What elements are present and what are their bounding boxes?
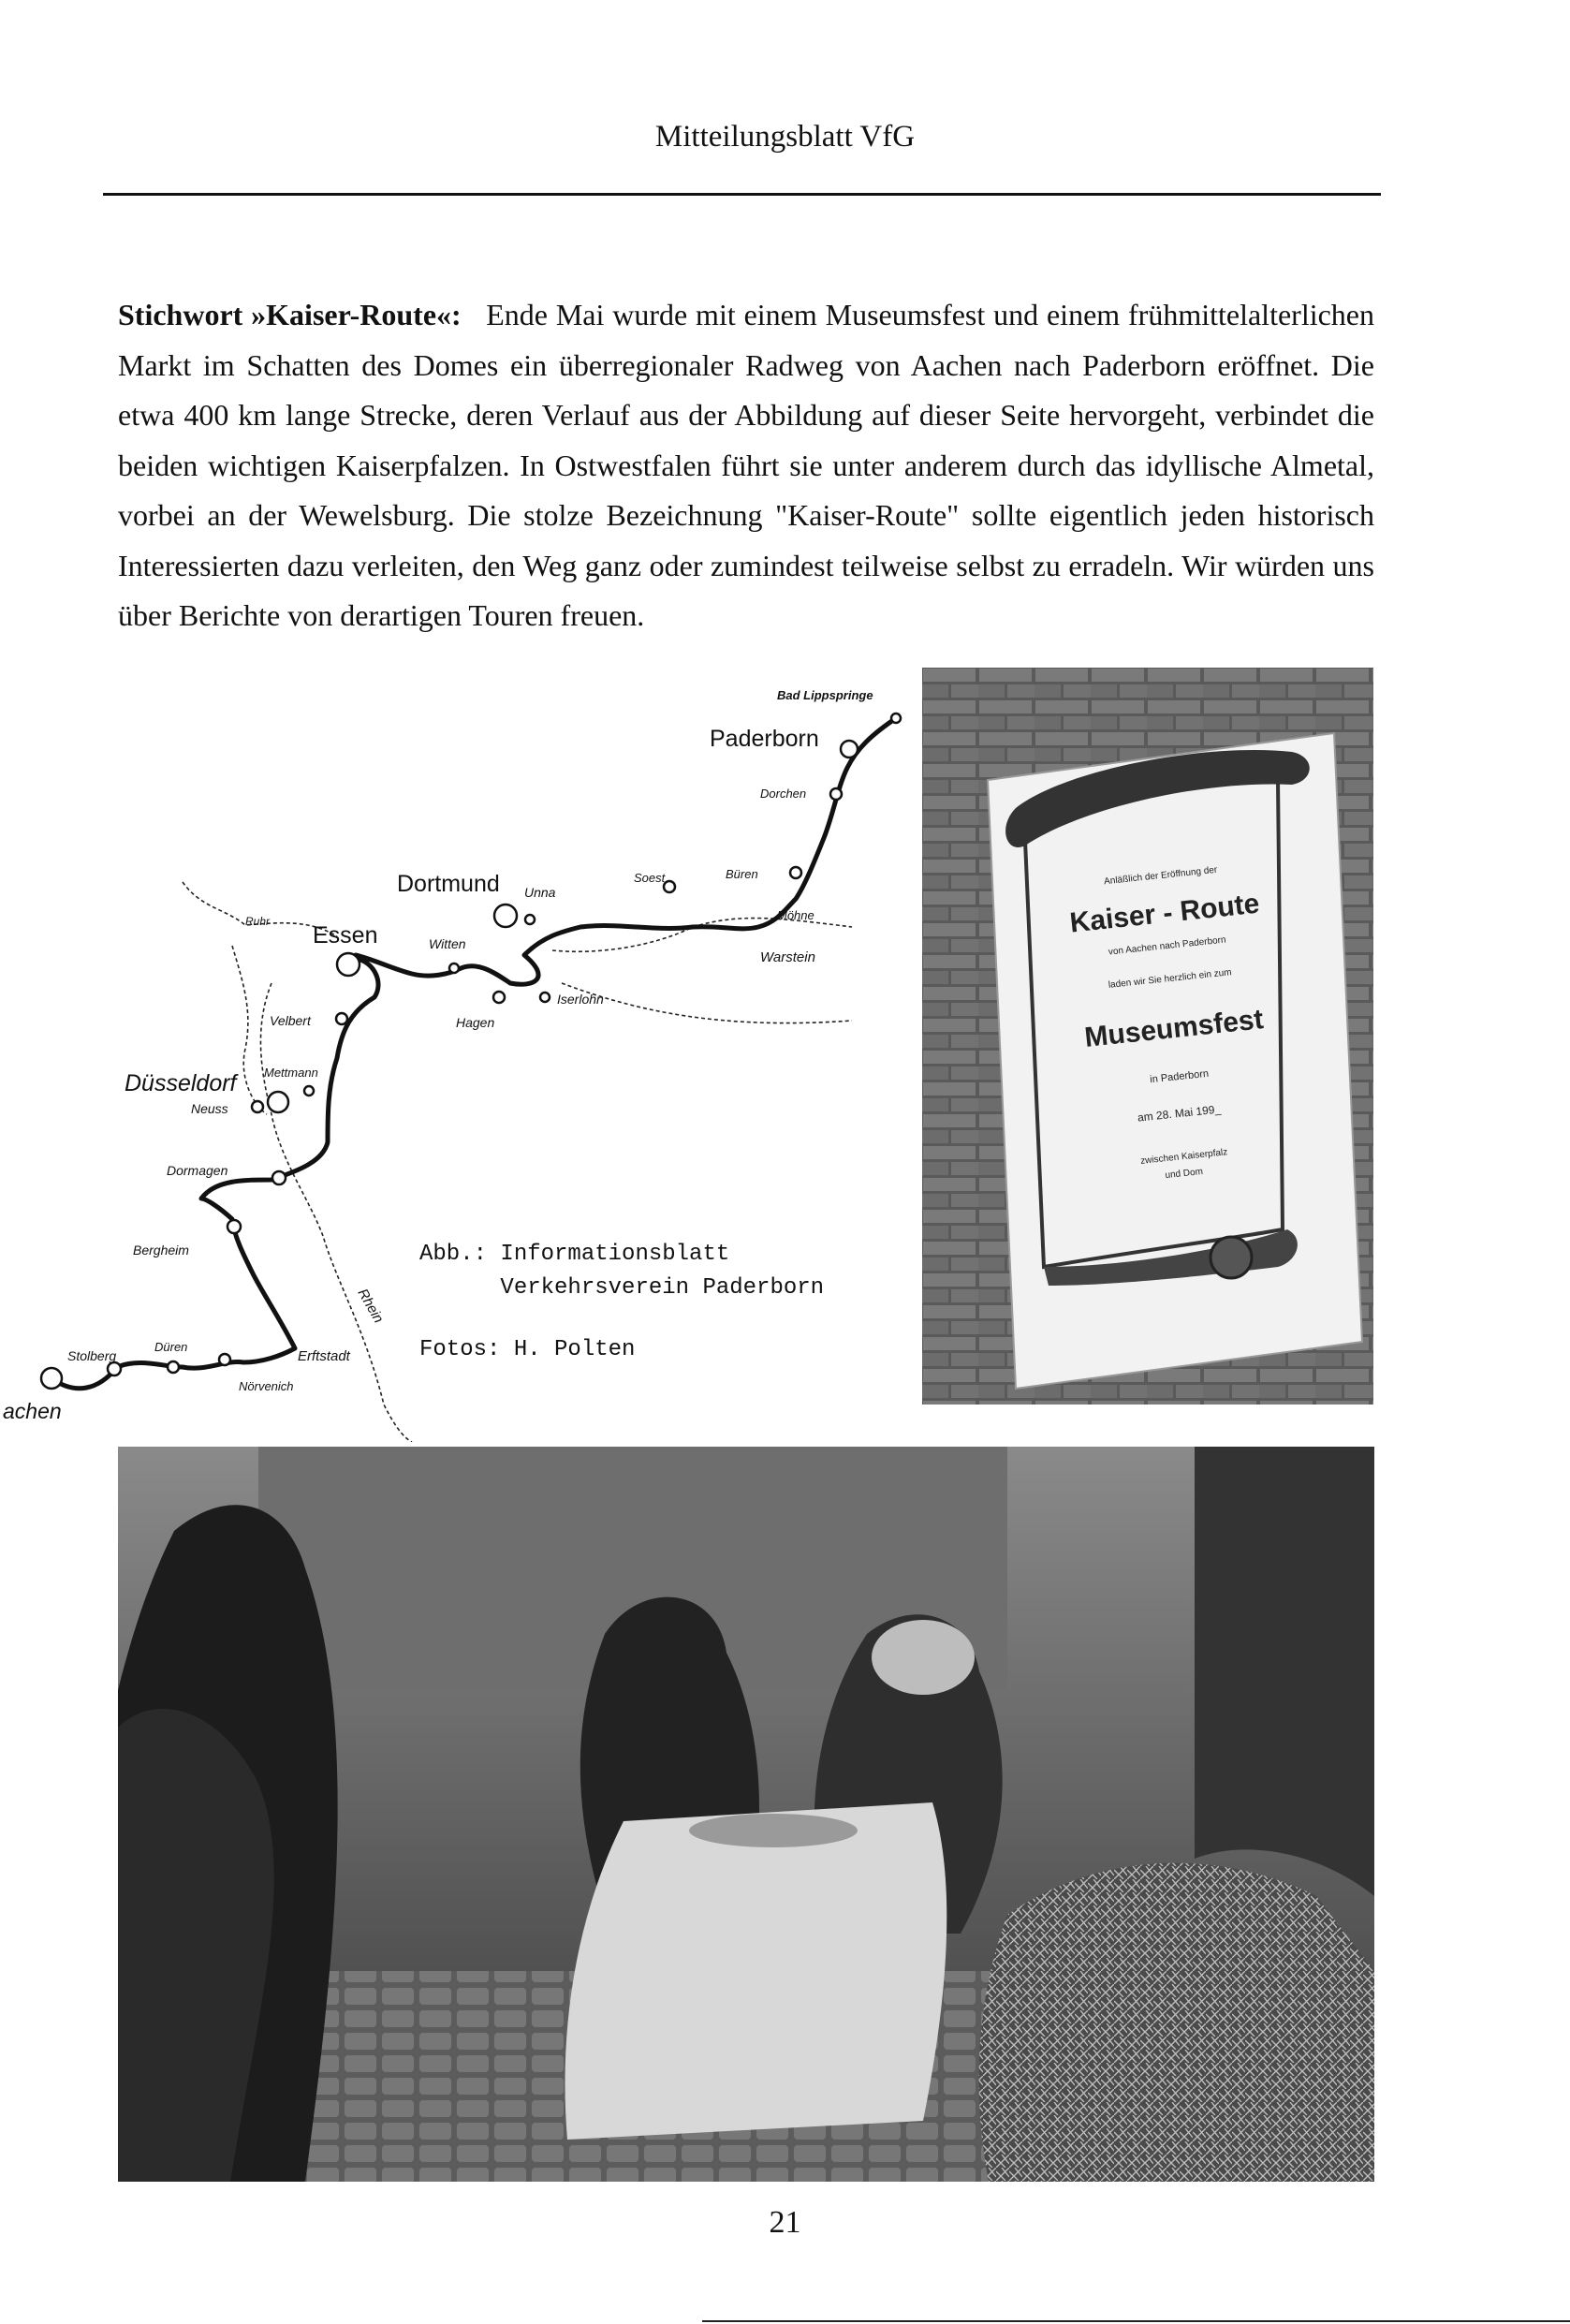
label-soest: Soest [634,871,666,885]
stop-paderborn [841,741,858,758]
stop-bergheim [227,1220,241,1233]
article-paragraph [118,290,1374,641]
table-cloth [565,1802,947,2140]
poster-title: Kaiser - Route [1068,888,1261,939]
label-bergheim: Bergheim [133,1243,189,1258]
label-dortmund: Dortmund [397,871,500,897]
stop-essen [337,953,359,976]
photo-credit: Fotos: H. Polten [419,1337,636,1362]
article-keyword: Stichwort »Kaiser-Route«: [118,298,462,331]
label-warstein: Warstein [760,949,815,965]
poster-line-2: von Aachen nach Paderborn [1108,934,1227,958]
stop-duesseldorf [268,1092,288,1112]
stop-iserlohn [540,993,550,1002]
poster-photo [922,668,1373,1405]
page-number: 21 [769,2205,801,2240]
stop-dorchen [830,788,842,800]
stop-bad-lippspringe [891,713,901,723]
label-moehne: Möhne [777,908,814,922]
poster-line-7: und Dom [1164,1166,1204,1182]
label-dormagen: Dormagen [167,1163,228,1178]
stop-aachen [41,1368,62,1389]
stop-dortmund [494,905,517,927]
label-bueren: Büren [726,867,758,881]
caption-line-1: Abb.: Informationsblatt [419,1242,730,1267]
footer-rule [702,2320,1570,2322]
stop-mettmann [304,1086,314,1096]
label-velbert: Velbert [270,1013,311,1028]
figure-caption [419,1238,824,1305]
label-erftstadt: Erftstadt [298,1348,350,1364]
moehne-river [552,919,852,952]
label-rhein: Rhein [354,1286,387,1326]
label-dorchen: Dorchen [760,787,807,801]
stop-soest [664,881,675,892]
stop-neuss [252,1101,263,1112]
seal-icon [1211,1237,1252,1278]
stop-hagen [493,992,505,1003]
right-dark-area [1195,1447,1374,1896]
label-duesseldorf: Düsseldorf [125,1070,237,1096]
article-body: Ende Mai wurde mit einem Museumsfest und einem frühmittelalterlichen Markt im Schatten des Domes ein überregionaler Radweg von Aachen nach Paderborn eröffnet. Die etwa 400 km lange Strecke, deren Verlauf aus der Abbildung auf dieser Seite hervorgeht, verbindet die beiden wichtigen Kaiserpfalzen. In Ostwestfalen führt sie unter anderem durch das idyllische Almetal, vorbei an der Wewelsburg. Die stolze Bezeichnung "Kaiser-Route" sollte eigentlich jeden historisch Interessierten dazu verleiten, den Weg ganz oder zumindest teilweise selbst zu erradeln. Wir würden uns über Berichte von derartigen Touren freuen. [118,298,1375,632]
stop-dueren [168,1361,179,1373]
poster-event: Museumsfest [1082,1004,1266,1053]
label-noervenich: Nörvenich [239,1379,294,1393]
route-map [0,674,917,1442]
label-neuss: Neuss [191,1101,228,1116]
label-aachen: achen [3,1399,62,1423]
label-paderborn: Paderborn [710,726,819,752]
label-witten: Witten [429,936,466,951]
stop-velbert [336,1013,347,1024]
stop-stolberg [108,1362,121,1375]
label-dueren: Düren [154,1340,188,1354]
page-header: Mitteilungsblatt VfG [654,120,916,154]
poster-line-1: Anläßlich der Eröffnung der [1103,864,1218,888]
poster-line-6: zwischen Kaiserpfalz [1139,1147,1228,1167]
stop-dormagen [272,1171,286,1184]
lenne-line [562,983,852,1023]
label-unna: Unna [524,885,556,900]
label-ruhr: Ruhr [245,915,271,928]
label-iserlohn: Iserlohn [557,992,604,1007]
bonnet [872,1620,975,1695]
bread-loaves [689,1814,858,1847]
stop-unna [525,915,535,924]
caption-line-2: Verkehrsverein Paderborn [419,1275,825,1301]
stop-bueren [790,867,801,878]
stop-witten [449,963,459,973]
label-mettmann: Mettmann [264,1066,318,1080]
poster-line-5: am 28. Mai 199_ [1137,1102,1222,1125]
market-photo [118,1447,1374,2182]
stop-noervenich [219,1354,230,1365]
label-bad-lippspringe: Bad Lippspringe [777,688,873,702]
label-hagen: Hagen [456,1015,495,1030]
poster-line-4: in Paderborn [1149,1067,1210,1086]
label-stolberg: Stolberg [67,1348,117,1363]
header-rule [103,193,1381,196]
straw-bale [979,1863,1374,2182]
poster-line-3: laden wir Sie herzlich ein zum [1108,967,1233,991]
label-essen: Essen [313,922,378,949]
